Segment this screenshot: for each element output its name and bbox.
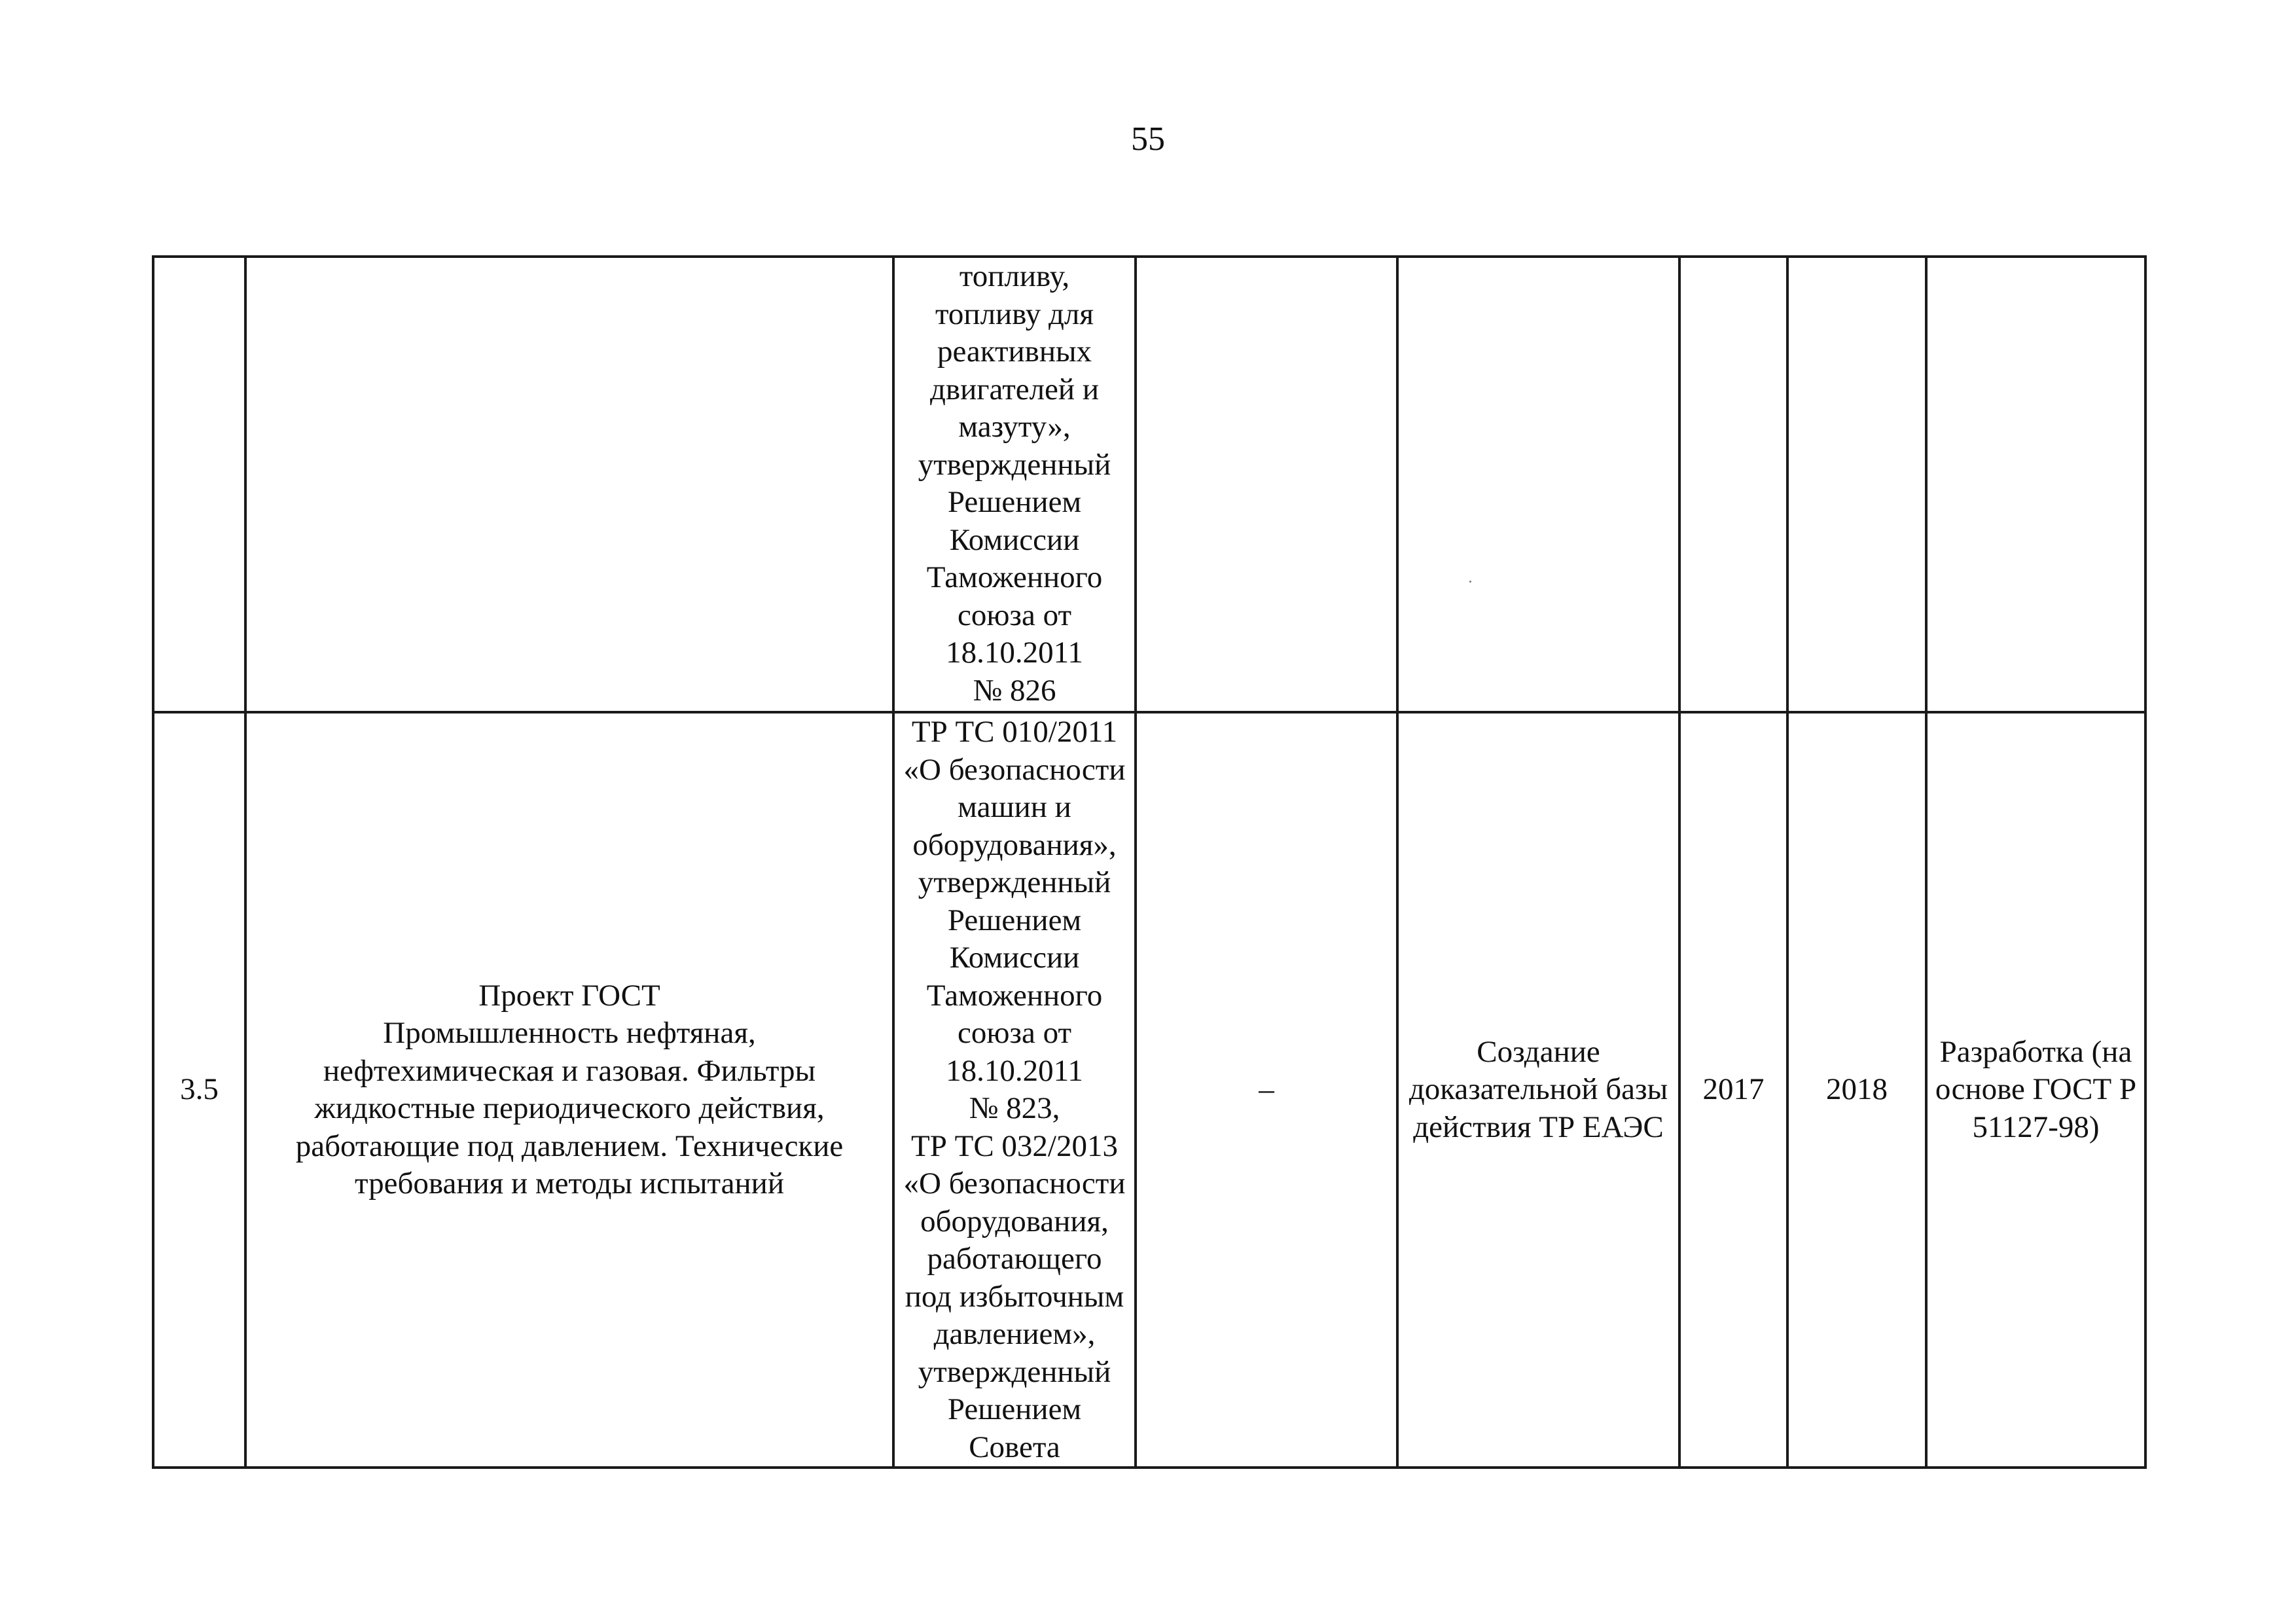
purpose-cell <box>1397 257 1679 712</box>
table-row <box>153 257 2145 712</box>
end-year-cell: 2018 <box>1787 712 1926 1468</box>
standards-table <box>152 255 2147 1469</box>
item-number-cell <box>153 257 245 712</box>
column-4-cell <box>1136 257 1397 712</box>
scan-speck <box>1469 581 1471 583</box>
technical-regulation-cell: топливу, топливу для реактивных двигателей и мазуту», утвержденный Решением Комиссии Таможенного союза от 18.10.2011 № 826 <box>893 257 1136 712</box>
standard-name-cell <box>245 257 893 712</box>
table-row <box>153 712 2145 1468</box>
start-year-cell <box>1679 257 1787 712</box>
technical-regulation-cell: ТР ТС 010/2011 «О безопасности машин и оборудования», утвержденный Решением Комиссии Таможенного союза от 18.10.2011 № 823, ТР ТС 032/2013 «О безопасности оборудования, работающего под избыточным давлением», утвержденный Решением Совета <box>893 712 1136 1468</box>
purpose-cell: Создание доказательной базы действия ТР ЕАЭС <box>1397 712 1679 1468</box>
standard-name-cell: Проект ГОСТ Промышленность нефтяная, нефтехимическая и газовая. Фильтры жидкостные периодического действия, работающие под давлением. Технические требования и методы испытаний <box>245 712 893 1468</box>
start-year-cell: 2017 <box>1679 712 1787 1468</box>
item-number-cell: 3.5 <box>153 712 245 1468</box>
page-number: 55 <box>1131 120 1165 158</box>
note-cell <box>1926 257 2145 712</box>
column-4-cell: – <box>1136 712 1397 1468</box>
end-year-cell <box>1787 257 1926 712</box>
note-cell: Разработка (на основе ГОСТ Р 51127-98) <box>1926 712 2145 1468</box>
